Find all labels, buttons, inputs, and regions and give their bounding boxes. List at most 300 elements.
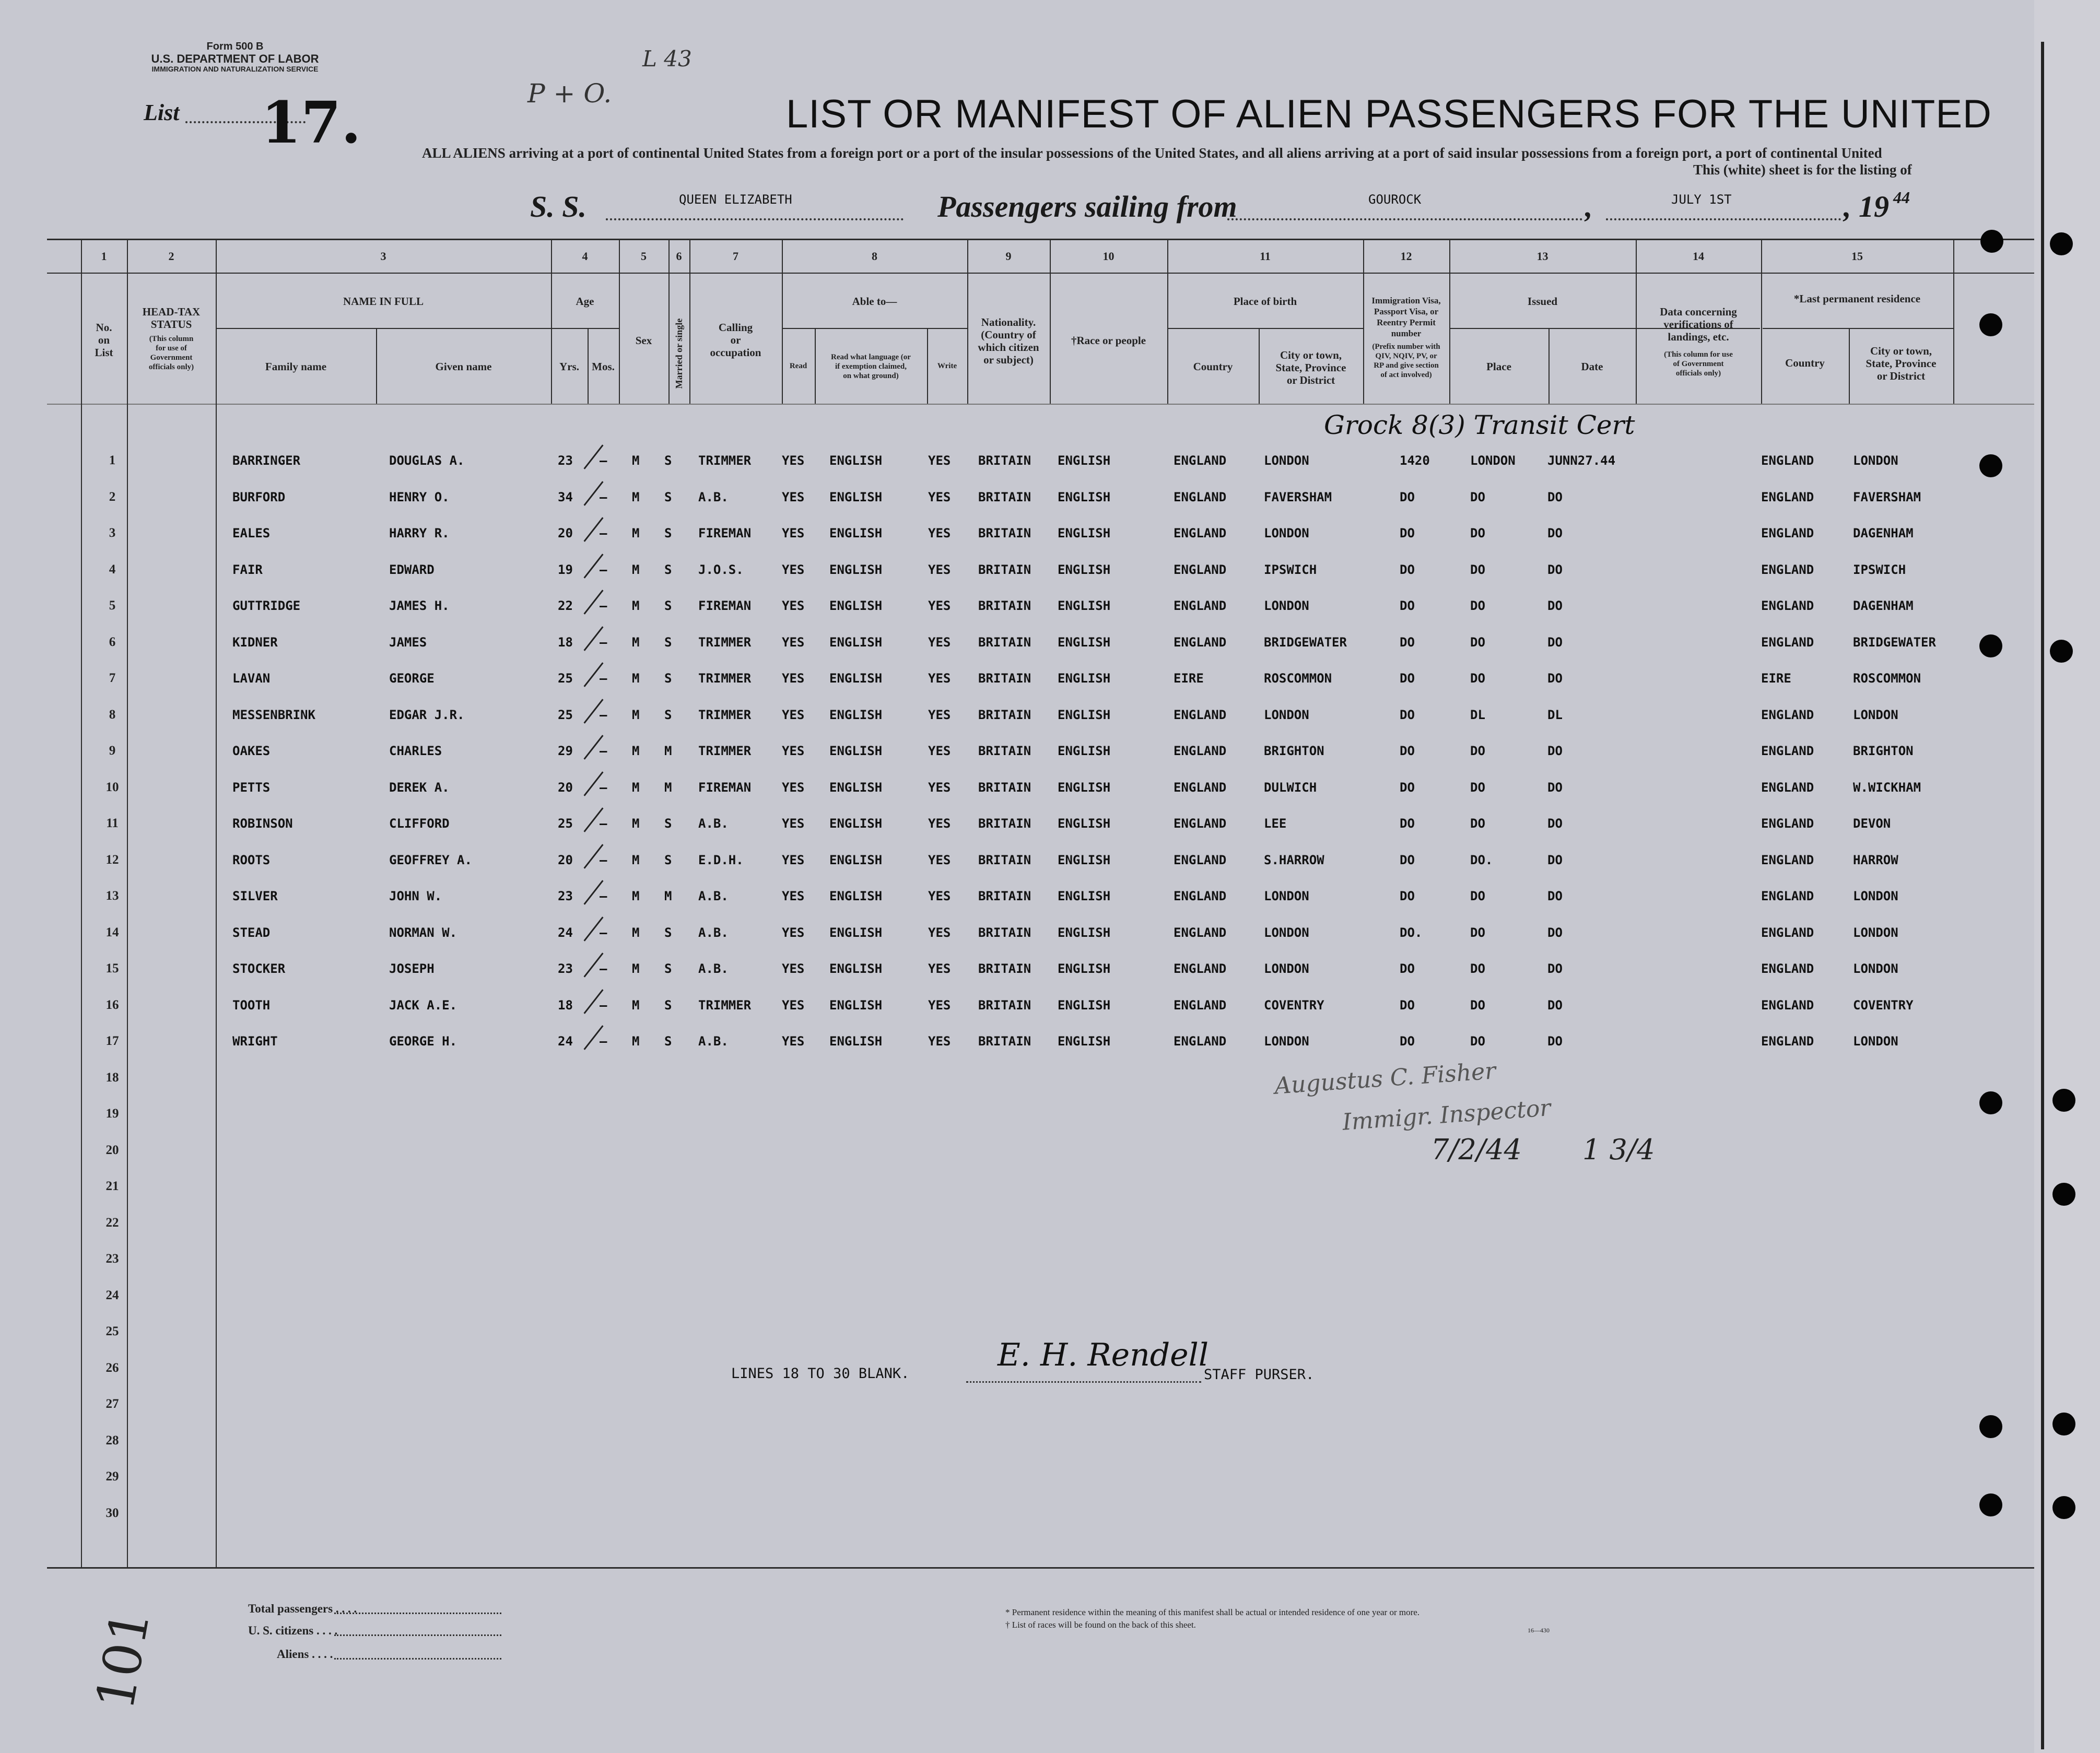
language-cell: ENGLISH [829,453,883,468]
residence-city-cell: LONDON [1853,925,1898,940]
given-name-cell: EDGAR J.R. [389,708,465,722]
sex-cell: M [632,780,640,795]
race-cell: ENGLISH [1058,998,1111,1013]
head-given-name: Given name [435,360,492,373]
row-number: 16 [105,998,119,1012]
colnum-3: 3 [380,250,386,263]
read-cell: YES [782,490,805,504]
head-issued-date: Date [1581,360,1603,373]
occupation-cell: A.B. [698,889,729,903]
head-last-residence: *Last permanent residence [1793,292,1921,305]
read-cell: YES [782,925,805,940]
age-months-cell: — [600,671,607,686]
residence-city-cell: LONDON [1853,889,1898,903]
family-name-cell: ROBINSON [232,816,293,831]
us-citizens-dots [334,1634,501,1636]
head-married: Married or single [674,318,684,389]
row-number: 25 [105,1324,119,1338]
language-cell: ENGLISH [829,853,883,867]
colnum-11: 11 [1260,250,1271,263]
birth-subrule [1167,328,1363,329]
race-cell: ENGLISH [1058,1034,1111,1049]
race-cell: ENGLISH [1058,562,1111,577]
write-cell: YES [928,671,951,686]
colnum-7: 7 [733,250,738,263]
birth-country-cell: ENGLAND [1174,961,1227,976]
residence-country-cell: ENGLAND [1761,490,1814,504]
row-number: 24 [105,1288,119,1302]
language-cell: ENGLISH [829,562,883,577]
family-name-cell: SILVER [232,889,278,903]
residence-city-cell: HARROW [1853,853,1898,867]
age-months-cell: — [600,780,607,795]
race-cell: ENGLISH [1058,816,1111,831]
birth-country-cell: ENGLAND [1174,708,1227,722]
nationality-cell: BRITAIN [978,816,1031,831]
sex-cell: M [632,671,640,686]
residence-city-cell: LONDON [1853,1034,1898,1049]
header-bottom-rule [47,404,2034,405]
head-landings-note: (This column for use of Government officials only) [1664,350,1733,378]
issued-date-cell: DO [1547,889,1563,903]
marital-status-cell: S [664,598,672,613]
handwritten-date: 7/2/44 [1431,1133,1522,1166]
write-cell: YES [928,998,951,1013]
marital-status-cell: S [664,671,672,686]
birth-country-cell: ENGLAND [1174,526,1227,540]
handwritten-signature: Augustus C. Fisher [1273,1057,1497,1100]
birth-city-cell: BRIDGEWATER [1264,635,1347,650]
language-cell: ENGLISH [829,998,883,1013]
race-cell: ENGLISH [1058,598,1111,613]
language-cell: ENGLISH [829,1034,883,1049]
issued-date-cell: DO [1547,816,1563,831]
birth-country-cell: ENGLAND [1174,453,1227,468]
visa-cell: DO [1400,598,1415,613]
race-cell: ENGLISH [1058,780,1111,795]
head-race: †Race or people [1071,334,1146,347]
page-title: LIST OR MANIFEST OF ALIEN PASSENGERS FOR THE UNITED [786,92,1992,136]
issued-place-cell: DO. [1470,853,1493,867]
nationality-cell: BRITAIN [978,889,1031,903]
occupation-cell: TRIMMER [698,671,752,686]
read-cell: YES [782,635,805,650]
visa-cell: DO [1400,526,1415,540]
colnum-8: 8 [872,250,877,263]
row-number: 1 [109,453,116,467]
sex-cell: M [632,562,640,577]
col-rule-n [1050,239,1051,404]
race-cell: ENGLISH [1058,708,1111,722]
language-cell: ENGLISH [829,780,883,795]
head-mos: Mos. [592,360,615,373]
col-rule-u [1761,239,1762,404]
given-name-cell: DOUGLAS A. [389,453,465,468]
colnum-12: 12 [1400,250,1412,263]
visa-cell: DO [1400,780,1415,795]
colnum-2: 2 [168,250,174,263]
nationality-cell: BRITAIN [978,635,1031,650]
row-number: 17 [105,1034,119,1048]
age-months-cell: — [600,925,607,940]
given-name-cell: JACK A.E. [389,998,457,1013]
row-number: 18 [105,1070,119,1085]
col-rule-g [619,239,620,404]
year-label: , 19 [1844,190,1889,223]
colnum-6: 6 [676,250,682,263]
occupation-cell: A.B. [698,490,729,504]
nationality-cell: BRITAIN [978,925,1031,940]
marital-status-cell: M [664,889,672,903]
issued-place-cell: DO [1470,490,1485,504]
family-name-cell: MESSENBRINK [232,708,315,722]
marital-status-cell: S [664,562,672,577]
punch-hole [2050,640,2073,663]
row-number: 4 [109,562,116,577]
marital-status-cell: S [664,490,672,504]
read-cell: YES [782,744,805,758]
issued-place-cell: DO [1470,780,1485,795]
given-name-cell: JAMES H. [389,598,450,613]
residence-country-cell: ENGLAND [1761,1034,1814,1049]
residence-country-cell: ENGLAND [1761,453,1814,468]
birth-city-cell: S.HARROW [1264,853,1324,867]
row-number: 9 [109,744,116,758]
head-sex: Sex [635,334,652,347]
visa-cell: 1420 [1400,453,1430,468]
race-cell: ENGLISH [1058,853,1111,867]
birth-city-cell: LONDON [1264,889,1309,903]
residence-subrule [1763,328,1953,329]
port-line [1227,218,1582,220]
birth-city-cell: LONDON [1264,925,1309,940]
residence-city-cell: W.WICKHAM [1853,780,1921,795]
binding-edge [2041,42,2044,1749]
row-number: 6 [109,635,116,649]
row-number: 19 [105,1107,119,1121]
age-months-cell: — [600,998,607,1013]
col-rule-a [81,239,82,1568]
col-rule-w [1953,239,1954,404]
visa-cell: DO [1400,961,1415,976]
service: IMMIGRATION AND NATURALIZATION SERVICE [151,65,319,73]
occupation-cell: TRIMMER [698,635,752,650]
sailing-date: JULY 1ST [1671,192,1732,207]
read-cell: YES [782,780,805,795]
row-number: 21 [105,1179,119,1193]
punch-hole [2052,1089,2075,1112]
nationality-cell: BRITAIN [978,562,1031,577]
residence-city-cell: IPSWICH [1853,562,1906,577]
age-months-cell: — [600,853,607,867]
occupation-cell: A.B. [698,1034,729,1049]
staff-purser-label: STAFF PURSER. [1204,1367,1315,1383]
col-rule-e [551,239,552,404]
head-write: Write [937,362,957,370]
birth-country-cell: ENGLAND [1174,635,1227,650]
age-years-cell: 23 [558,889,573,903]
occupation-cell: A.B. [698,816,729,831]
issued-place-cell: DO [1470,671,1485,686]
given-name-cell: GEORGE [389,671,435,686]
read-cell: YES [782,961,805,976]
sex-cell: M [632,490,640,504]
issued-date-cell: DO [1547,671,1563,686]
residence-country-cell: EIRE [1761,671,1791,686]
nationality-cell: BRITAIN [978,671,1031,686]
family-name-cell: BURFORD [232,490,286,504]
birth-country-cell: ENGLAND [1174,925,1227,940]
table-bottom-rule [47,1567,2034,1569]
punch-hole [2052,1413,2075,1436]
age-years-cell: 25 [558,816,573,831]
col-rule-h [668,239,670,404]
race-cell: ENGLISH [1058,453,1111,468]
nationality-cell: BRITAIN [978,526,1031,540]
write-cell: YES [928,598,951,613]
colnum-14: 14 [1693,250,1704,263]
given-name-cell: CLIFFORD [389,816,450,831]
row-number: 8 [109,708,116,722]
issued-place-cell: DO [1470,961,1485,976]
age-years-cell: 29 [558,744,573,758]
write-cell: YES [928,635,951,650]
visa-cell: DO [1400,708,1415,722]
form-number: Form 500 B [206,41,264,52]
issued-place-cell: DO [1470,598,1485,613]
age-years-cell: 20 [558,526,573,540]
issued-place-cell: DO [1470,816,1485,831]
given-name-cell: GEORGE H. [389,1034,457,1049]
residence-country-cell: ENGLAND [1761,961,1814,976]
given-name-cell: JOHN W. [389,889,442,903]
write-cell: YES [928,1034,951,1049]
list-number: 17. [261,89,361,156]
punch-hole [1979,1493,2002,1516]
us-citizens-label: U. S. citizens . . . . [248,1624,338,1637]
nationality-cell: BRITAIN [978,853,1031,867]
department: U.S. DEPARTMENT OF LABOR [151,52,319,65]
family-name-cell: STOCKER [232,961,286,976]
issued-place-cell: DO [1470,998,1485,1013]
race-cell: ENGLISH [1058,526,1111,540]
sex-cell: M [632,925,640,940]
age-months-cell: — [600,490,607,504]
ship-name: QUEEN ELIZABETH [679,192,792,207]
col-rule-o [1167,239,1168,404]
purser-line [966,1381,1201,1383]
aliens-dots [334,1658,501,1660]
sex-cell: M [632,526,640,540]
birth-country-cell: ENGLAND [1174,998,1227,1013]
language-cell: ENGLISH [829,889,883,903]
write-cell: YES [928,780,951,795]
head-no-on-list: No. on List [95,321,113,359]
age-years-cell: 18 [558,635,573,650]
aliens-label: Aliens . . . . [277,1648,333,1661]
residence-city-cell: LONDON [1853,961,1898,976]
race-cell: ENGLISH [1058,961,1111,976]
birth-city-cell: LONDON [1264,526,1309,540]
marital-status-cell: S [664,453,672,468]
marital-status-cell: S [664,853,672,867]
residence-country-cell: ENGLAND [1761,889,1814,903]
footnote-races: † List of races will be found on the back of this sheet. [1005,1620,1196,1630]
birth-city-cell: COVENTRY [1264,998,1324,1013]
read-cell: YES [782,598,805,613]
birth-country-cell: ENGLAND [1174,889,1227,903]
age-years-cell: 22 [558,598,573,613]
visa-cell: DO [1400,490,1415,504]
residence-city-cell: ROSCOMMON [1853,671,1921,686]
race-cell: ENGLISH [1058,671,1111,686]
handwritten-extra: 1 3/4 [1582,1133,1655,1166]
age-years-cell: 18 [558,998,573,1013]
age-months-cell: — [600,961,607,976]
sex-cell: M [632,889,640,903]
row-number: 12 [105,853,119,867]
row-number: 15 [105,961,119,975]
date-line [1606,218,1841,220]
occupation-cell: A.B. [698,961,729,976]
write-cell: YES [928,526,951,540]
sex-cell: M [632,744,640,758]
purser-signature: E. H. Rendell [998,1337,1209,1373]
occupation-cell: TRIMMER [698,453,752,468]
birth-city-cell: DULWICH [1264,780,1317,795]
write-cell: YES [928,961,951,976]
age-years-cell: 34 [558,490,573,504]
given-name-cell: NORMAN W. [389,925,457,940]
head-family-name: Family name [265,360,327,373]
visa-cell: DO [1400,853,1415,867]
language-cell: ENGLISH [829,526,883,540]
nationality-cell: BRITAIN [978,708,1031,722]
colnum-10: 10 [1102,250,1114,263]
issued-date-cell: DO [1547,598,1563,613]
issued-date-cell: DL [1547,708,1563,722]
annotation-l43: L 43 [642,46,692,72]
write-cell: YES [928,744,951,758]
marital-status-cell: S [664,925,672,940]
residence-city-cell: BRIDGEWATER [1853,635,1936,650]
write-cell: YES [928,853,951,867]
write-cell: YES [928,889,951,903]
issued-place-cell: DO [1470,562,1485,577]
head-place-of-birth: Place of birth [1233,295,1297,308]
col-rule-j [782,239,783,404]
punch-hole [1979,634,2002,657]
residence-country-cell: ENGLAND [1761,998,1814,1013]
colnum-15: 15 [1851,250,1863,263]
visa-cell: DO [1400,998,1415,1013]
issued-date-cell: DO [1547,1034,1563,1049]
visa-cell: DO. [1400,925,1423,940]
head-tax-status: HEAD-TAX STATUS [142,305,201,331]
age-years-cell: 24 [558,925,573,940]
row-number: 2 [109,490,116,504]
race-cell: ENGLISH [1058,925,1111,940]
language-cell: ENGLISH [829,744,883,758]
age-years-cell: 23 [558,961,573,976]
punch-hole [1979,1091,2002,1114]
age-months-cell: — [600,562,607,577]
row-number: 11 [106,816,119,830]
visa-cell: DO [1400,1034,1415,1049]
occupation-cell: TRIMMER [698,744,752,758]
family-name-cell: FAIR [232,562,263,577]
marital-status-cell: S [664,526,672,540]
head-yrs: Yrs. [559,360,579,373]
able-subrule [782,328,967,329]
nationality-cell: BRITAIN [978,744,1031,758]
occupation-cell: FIREMAN [698,598,752,613]
issued-date-cell: DO [1547,490,1563,504]
residence-city-cell: DAGENHAM [1853,526,1914,540]
head-birth-city: City or town, State, Province or District [1275,349,1346,386]
subtitle-line2: This (white) sheet is for the listing of [1693,162,1912,178]
total-passengers-dots [334,1613,501,1614]
issued-place-cell: LONDON [1470,453,1516,468]
colnum-1: 1 [101,250,107,263]
row-number: 3 [109,526,116,540]
head-res-country: Country [1785,357,1825,369]
age-years-cell: 20 [558,853,573,867]
colnum-13: 13 [1536,250,1548,263]
family-name-cell: PETTS [232,780,271,795]
row-number: 26 [105,1361,119,1375]
occupation-cell: FIREMAN [698,780,752,795]
birth-city-cell: LONDON [1264,453,1309,468]
language-cell: ENGLISH [829,816,883,831]
issued-place-cell: DL [1470,708,1485,722]
language-cell: ENGLISH [829,635,883,650]
col-rule-c [216,239,217,1568]
nationality-cell: BRITAIN [978,453,1031,468]
read-cell: YES [782,671,805,686]
marital-status-cell: S [664,708,672,722]
age-months-cell: — [600,598,607,613]
issued-date-cell: DO [1547,780,1563,795]
issued-place-cell: DO [1470,744,1485,758]
visa-cell: DO [1400,562,1415,577]
birth-country-cell: ENGLAND [1174,1034,1227,1049]
family-name-cell: WRIGHT [232,1034,278,1049]
language-cell: ENGLISH [829,961,883,976]
age-months-cell: — [600,708,607,722]
given-name-cell: JOSEPH [389,961,435,976]
head-language: Read what language (or if exemption claimed, on what ground) [831,353,911,380]
marital-status-cell: S [664,961,672,976]
issued-date-cell: DO [1547,998,1563,1013]
read-cell: YES [782,708,805,722]
list-label: List [144,100,180,125]
occupation-cell: TRIMMER [698,708,752,722]
family-name-cell: OAKES [232,744,271,758]
row-number: 5 [109,598,116,613]
lines-blank-note: LINES 18 TO 30 BLANK. [731,1366,910,1382]
head-name-in-full: NAME IN FULL [343,295,424,308]
given-name-cell: DEREK A. [389,780,450,795]
birth-city-cell: ROSCOMMON [1264,671,1332,686]
row-number: 14 [105,925,119,939]
issued-place-cell: DO [1470,635,1485,650]
age-years-cell: 19 [558,562,573,577]
punch-hole [2052,1183,2075,1206]
write-cell: YES [928,490,951,504]
age-months-cell: — [600,526,607,540]
age-years-cell: 25 [558,671,573,686]
